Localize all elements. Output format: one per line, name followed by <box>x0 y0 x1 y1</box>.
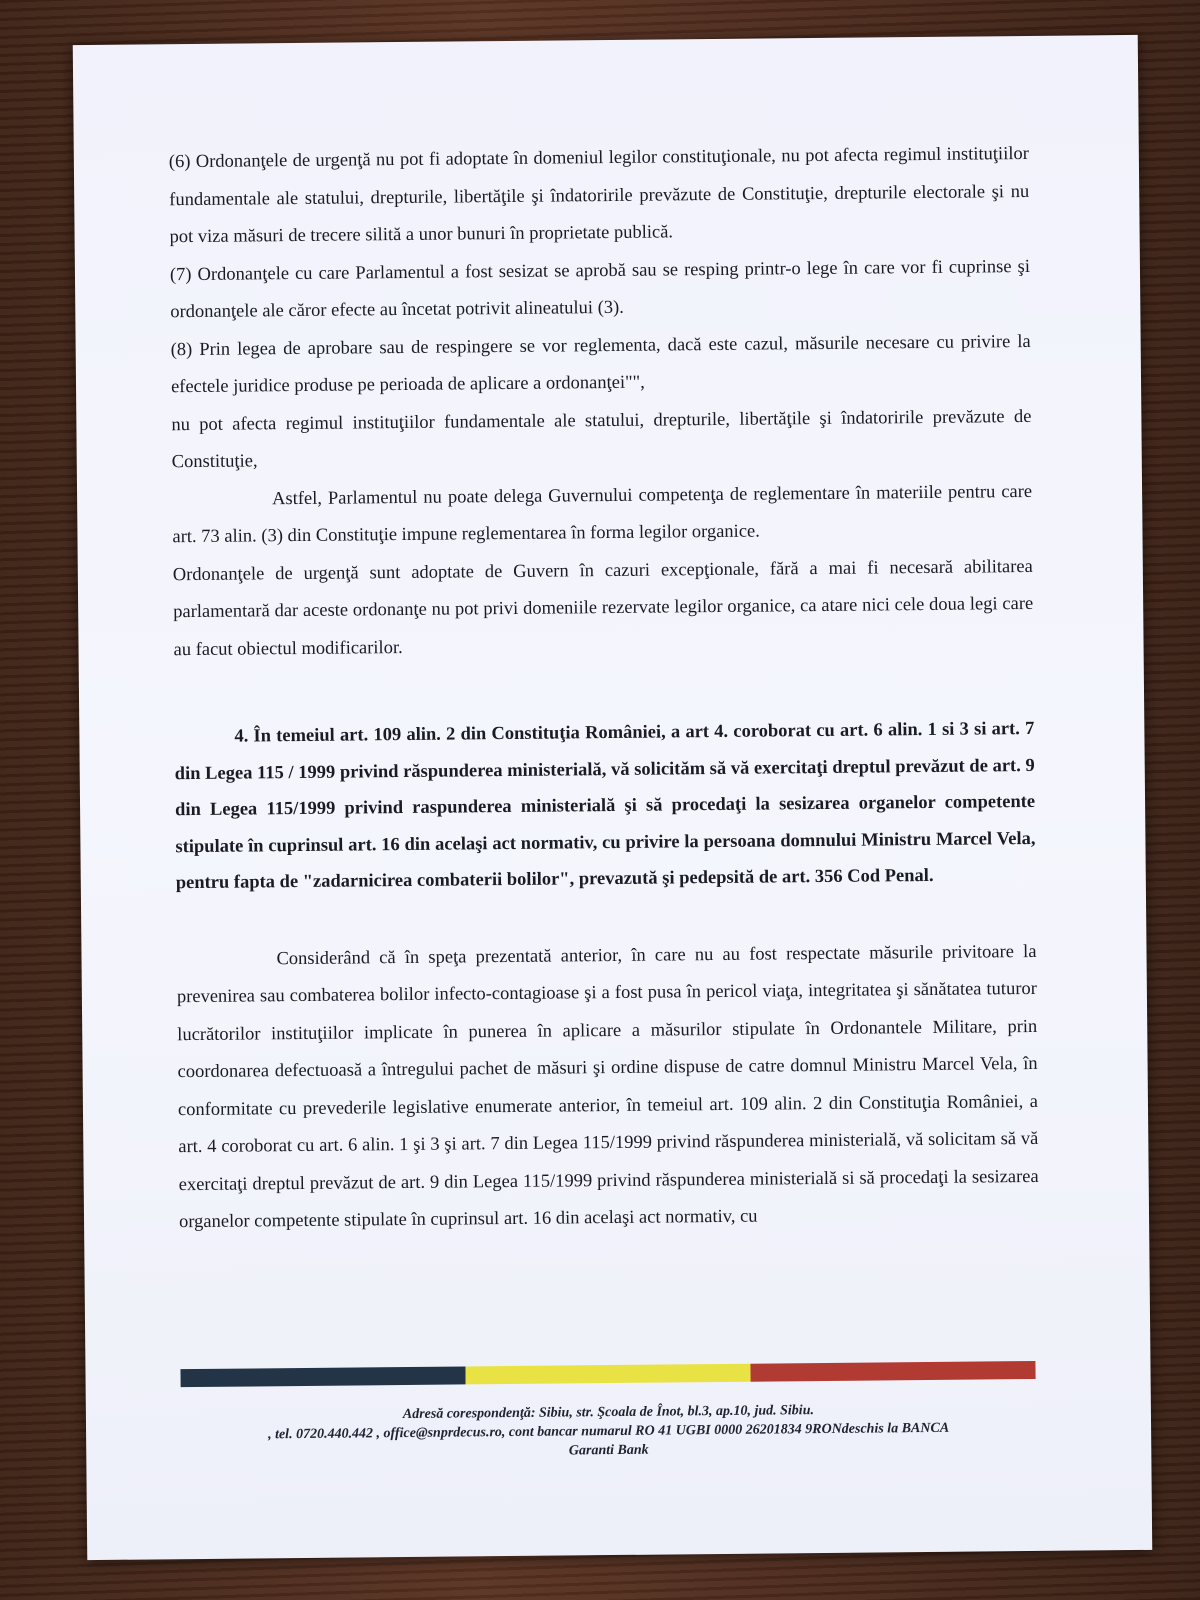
paragraph-8: (8) Prin legea de aprobare sau de respingere se vor reglementa, dacă este cazul, măsurile necesare cu privire la efectele juridice produse pe perioada de aplicare a ordonanţei"", <box>170 331 1031 398</box>
footer-contact: , tel. 0720.440.442 , office@snprdecus.ro, cont bancar numarul RO 41 UGBI 0000 26201834 9RONdeschis la BANCA <box>267 1420 950 1443</box>
flag-stripe-yellow <box>465 1364 750 1385</box>
paragraph-point-4: 4. În temeiul art. 109 alin. 2 din Constituţia României, a art 4. coroborat cu art. 6 alin. 1 si 3 si art. 7 din Legea 115 / 1999 privind răspunderea ministerială, vă solicităm să vă exercitaţi dreptul prevăzut de art. 9 din Legea 115/1999 privind raspunderea ministerială şi să procedaţi la sesizarea organelor competente stipulate în cuprinsul art. 16 din acelaşi act normativ, cu privire la persoana domnului Ministru Marcel Vela, pentru fapta de "zadarnicirea combaterii bolilor", prevazută şi pedepsită de art. 356 Cod Penal. <box>174 718 1036 894</box>
paragraph-continuation: nu pot afecta regimul instituţiilor fundamentale ale statului, drepturile, libertăţile şi îndatoririle prevăzute de Constituţie, <box>171 406 1032 473</box>
paragraph-6: (6) Ordonanţele de urgenţă nu pot fi adoptate în domeniul legilor constituţionale, nu pot afecta regimul instituţiilor fundamentale ale statului, drepturile, libertăţile şi îndatoririle prevăzute de Constituţie, drepturile electorale şi nu pot viza măsuri de trecere silită a unor bunuri în proprietate publică. <box>168 143 1030 248</box>
letterhead-footer <box>181 1399 1037 1464</box>
document-body <box>169 136 1039 1242</box>
paragraph-considerand: Considerând că în speţa prezentată anterior, în care nu au fost respectate măsurile privitoare la prevenirea sau combaterea bolilor infecto-contagioase şi a fost pusa în pericol viaţa, integritatea şi sănătatea tuturor lucrătorilor instituţiilor implicate în punerea în aplicare a măsurilor stipulate în Ordonantele Militare, prin coordonarea defectuoasă a întregului pachet de măsuri şi ordine dispuse de catre domnul Ministru Marcel Vela, în conformitate cu prevederile legislative enumerate anterior, în temeiul art. 109 alin. 2 din Constituţia României, a art. 4 coroborat cu art. 6 alin. 1 şi 3 şi art. 7 din Legea 115/1999 privind răspunderea ministerială, vă solicitam să vă exercitaţi dreptul prevăzut de art. 9 din Legea 115/1999 privind răspunderea ministerială si să procedaţi la sesizarea organelor competente stipulate în cuprinsul art. 16 din acelaşi act normativ, cu <box>176 941 1039 1233</box>
footer-address: Adresă corespondenţă: Sibiu, str. Şcoala de Înot, bl.3, ap.10, jud. Sibiu. <box>402 1403 815 1423</box>
paragraph-astfel: Astfel, Parlamentul nu poate delega Guvernului competenţa de reglementare în materiile pentru care art. 73 alin. (3) din Constituţie impune reglementarea în forma legilor organice. <box>172 481 1033 548</box>
tricolor-bar <box>180 1361 1035 1387</box>
flag-stripe-red <box>750 1361 1035 1382</box>
paragraph-7: (7) Ordonanţele cu care Parlamentul a fost sesizat se aprobă sau se resping printr-o lege în care vor fi cuprinse şi ordonanţele ale căror efecte au încetat potrivit alineatului (3). <box>169 256 1031 323</box>
flag-stripe-blue <box>180 1366 465 1387</box>
paragraph-ordonante-urgenta: Ordonanţele de urgenţă sunt adoptate de Guvern în cazuri excepţionale, fără a mai fi necesară abilitarea parlamentară dar aceste ordonanţe nu pot privi domeniile rezervate legilor organice, ca atare nici cele doua legi care au facut obiectul modificarilor. <box>172 556 1034 660</box>
document-page <box>73 35 1152 1560</box>
footer-bank: Garanti Bank <box>568 1442 649 1459</box>
